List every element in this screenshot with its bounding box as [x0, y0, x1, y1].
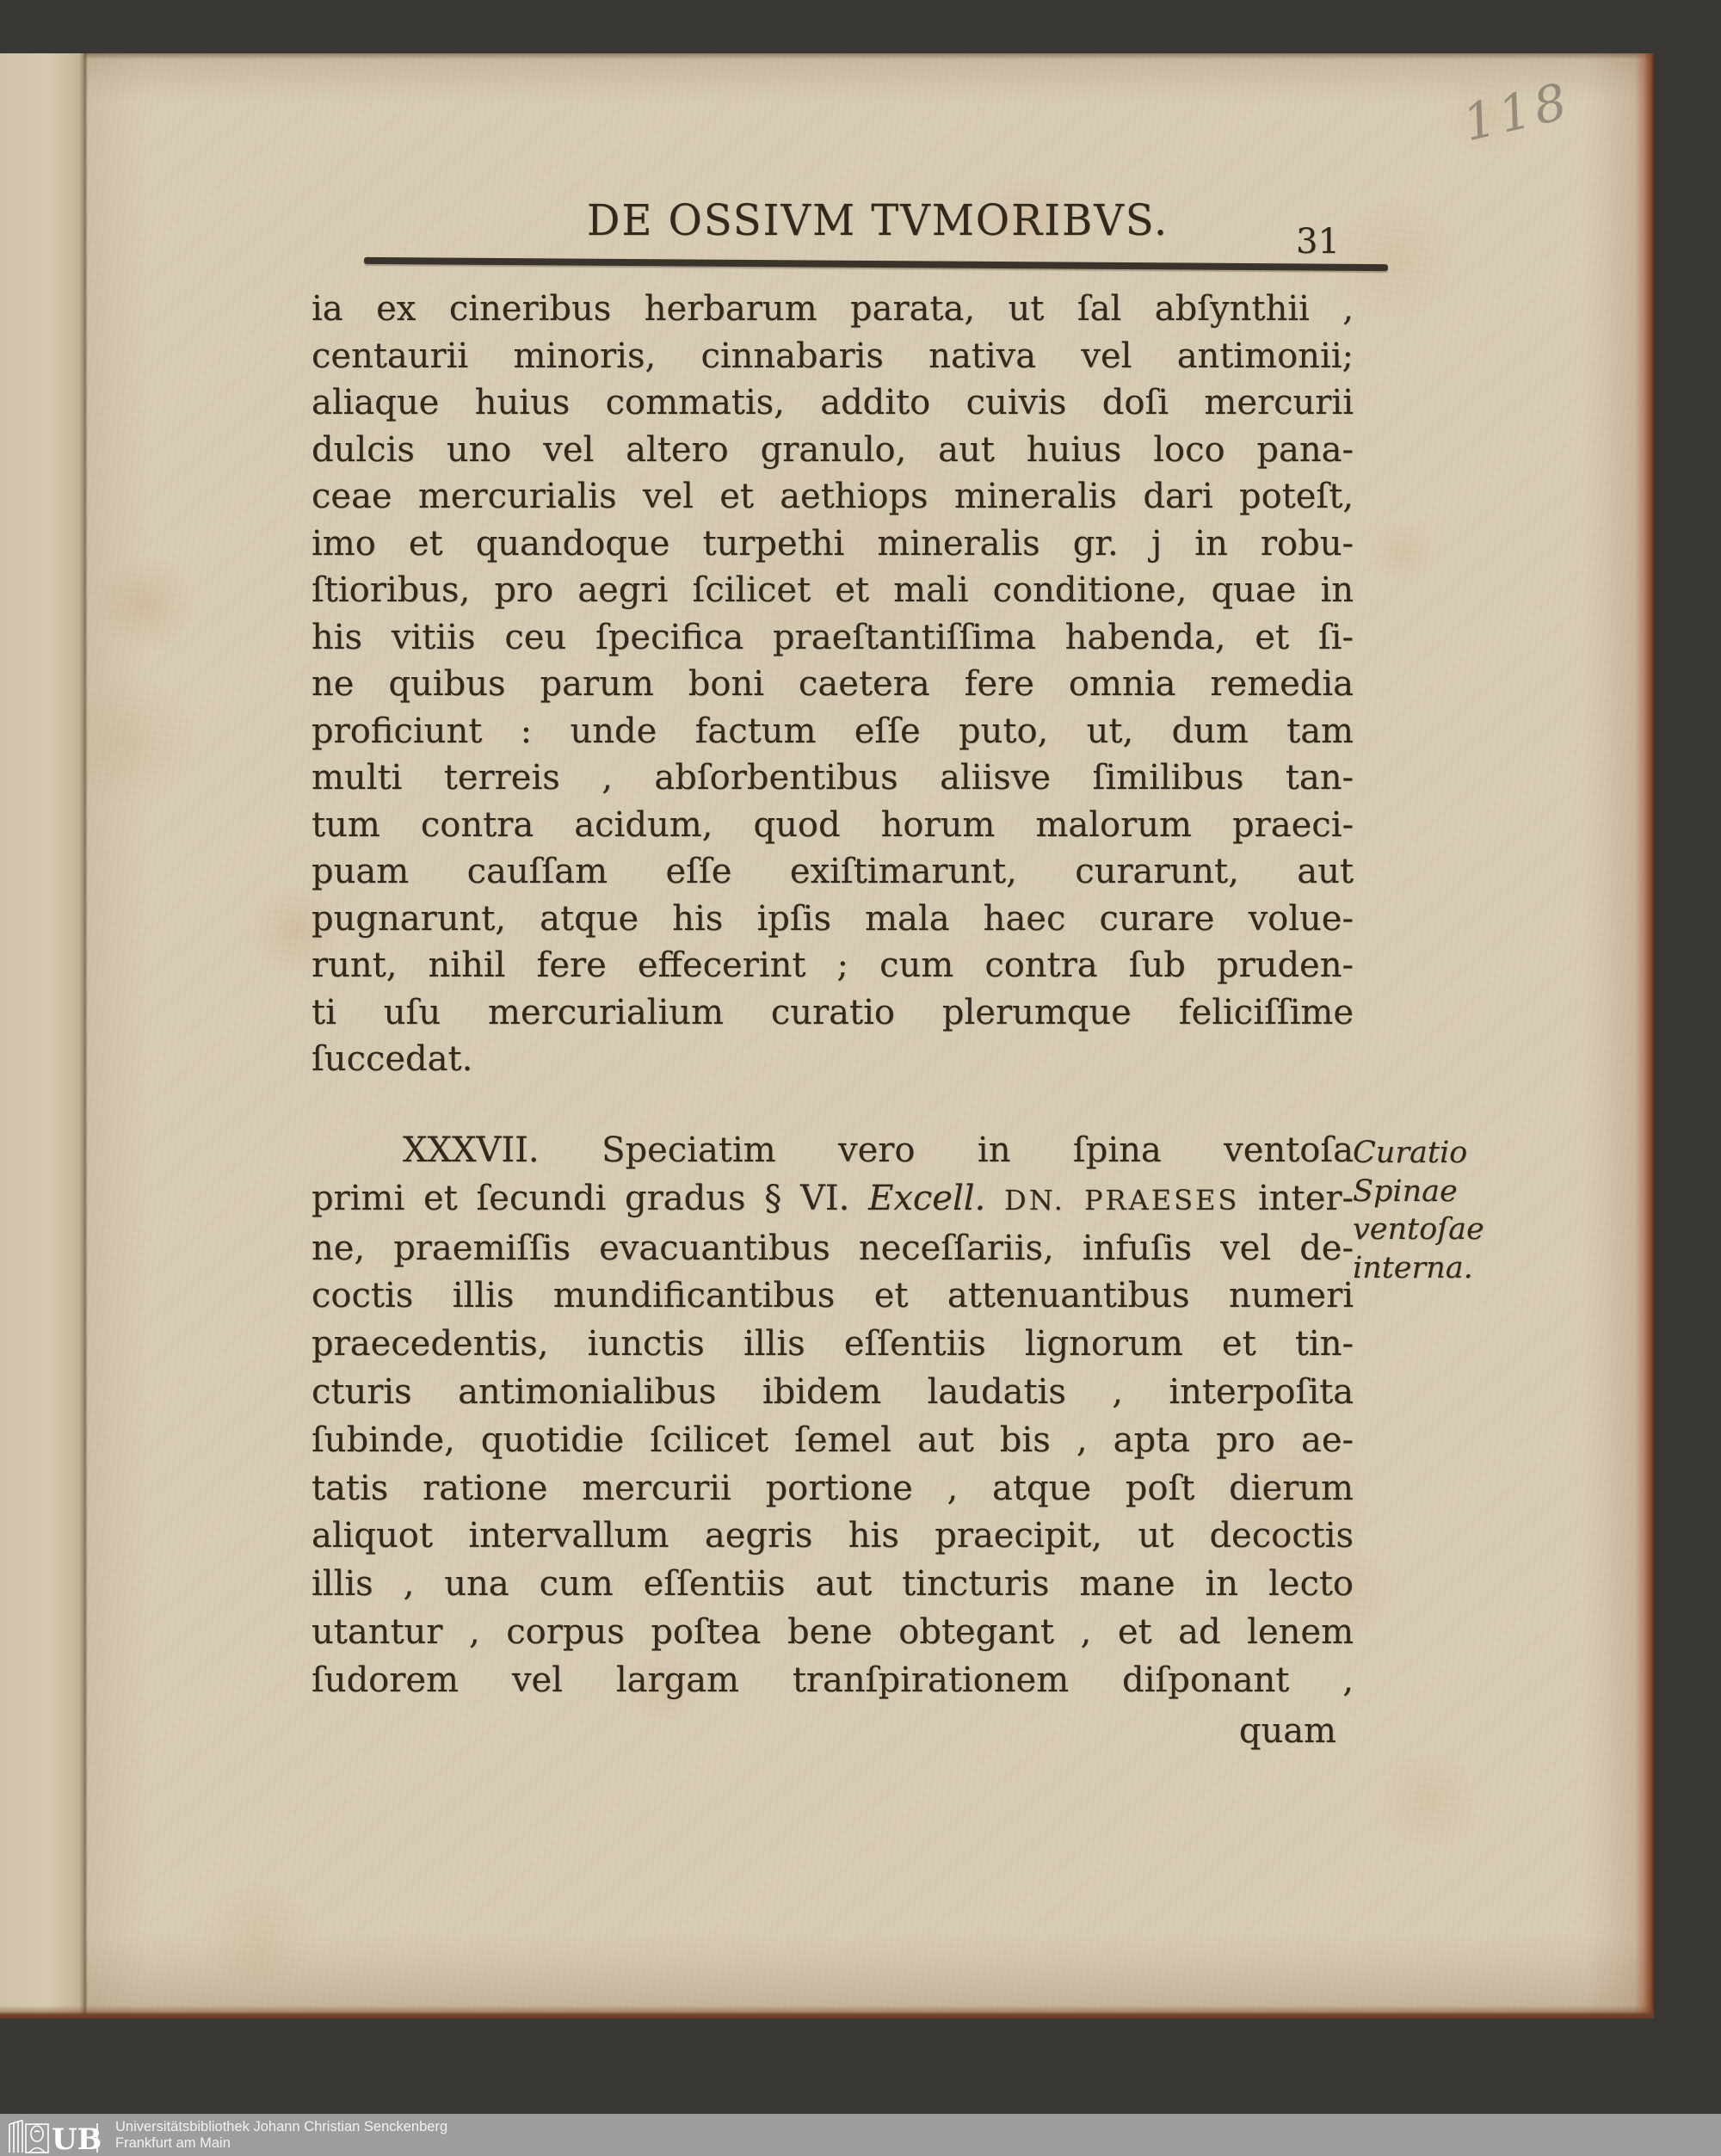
text-line: aliquot intervallum aegris his praecipit, ut decoctis — [312, 1516, 1354, 1556]
text-line: his vitiis ceu ſpecifica praeſtantiſſima habenda, et ſi- — [312, 617, 1354, 657]
text-line: coctis illis mundificantibus et attenuantibus numeri — [312, 1276, 1354, 1316]
margin-note-line: Spinae — [1353, 1173, 1458, 1209]
text-line: cturis antimonialibus ibidem laudatis , interpoſita — [312, 1371, 1354, 1412]
text-line: proficiunt : unde factum eſſe puto, ut, dum tam — [312, 711, 1354, 751]
library-logo-text: UB — [52, 2122, 102, 2153]
text-line: ſtioribus, pro aegri ſcilicet et mali conditione, quae in — [312, 570, 1354, 610]
handwritten-number: 118 — [1457, 71, 1576, 153]
text-line: utantur , corpus poſtea bene obtegant , et ad lenem — [312, 1611, 1354, 1652]
library-name: Universitätsbibliothek Johann Christian Senckenberg — [115, 2118, 448, 2134]
text-line: pugnarunt, atque his ipſis mala haec curare volue- — [312, 898, 1354, 939]
library-city: Frankfurt am Main — [115, 2134, 231, 2151]
page-fore-edge — [1635, 53, 1654, 2018]
text-line: imo et quandoque turpethi mineralis gr. j in robu- — [312, 523, 1354, 564]
text-line: ia ex cineribus herbarum parata, ut ſal abſynthii , — [312, 289, 1354, 329]
gutter-crease — [79, 53, 91, 2018]
catchword: quam — [1238, 1711, 1336, 1751]
margin-note-line: interna. — [1353, 1250, 1473, 1285]
text-line: runt, nihil fere effecerint ; cum contra ſub pruden- — [312, 946, 1354, 985]
margin-note-line: Curatio — [1353, 1136, 1468, 1170]
text-line: illis , una cum eſſentiis aut tincturis mane in lecto — [312, 1564, 1354, 1605]
text-line: centaurii minoris, cinnabaris nativa vel antimonii; — [312, 336, 1354, 376]
text-line: ſuccedat. — [312, 1039, 473, 1079]
running-header-title: DE OSSIVM TVMORIBVS. — [586, 195, 1169, 245]
library-logo-icon — [7, 2117, 103, 2153]
text-line: aliaque huius commatis, addito cuivis doſi mercurii — [312, 383, 1354, 422]
text-line: ſubinde, quotidie ſcilicet ſemel aut bis , apta pro ae- — [312, 1420, 1354, 1460]
text-line: primi et ſecundi gradus § VI. Excell. DN. PRAESES inter- — [312, 1178, 1354, 1218]
text-line: dulcis uno vel altero granulo, aut huius loco pana- — [312, 429, 1354, 470]
text-line: tum contra acidum, quod horum malorum praeci- — [312, 804, 1354, 845]
footer-bar — [0, 2114, 1721, 2156]
text-line: XXXVII. Speciatim vero in ſpina ventoſa — [403, 1130, 1354, 1170]
text-line: praecedentis, iunctis illis eſſentiis lignorum et tin- — [312, 1324, 1354, 1364]
text-line: ne, praemiſſis evacuantibus neceſſariis, infuſis vel de- — [312, 1228, 1354, 1268]
text-line: tatis ratione mercurii portione , atque poſt dierum — [312, 1468, 1354, 1508]
text-line: ne quibus parum boni caetera fere omnia remedia — [312, 664, 1354, 704]
text-line: puam cauſſam eſſe exiſtimarunt, curarunt, aut — [312, 852, 1354, 891]
paragraph-1 — [312, 286, 1354, 1083]
margin-note-line: ventoſae — [1353, 1212, 1484, 1247]
page-gutter — [0, 53, 86, 2018]
text-line: multi terreis , abſorbentibus aliisve ſimilibus tan- — [312, 758, 1354, 798]
book-page — [0, 53, 1654, 2018]
text-line: ſudorem vel largam tranſpirationem diſponant , — [312, 1660, 1354, 1700]
text-line: ti uſu mercurialium curatio plerumque feliciſſime — [312, 992, 1354, 1032]
text-line: ceae mercurialis vel et aethiops mineralis dari poteſt, — [312, 477, 1354, 516]
header-rule — [364, 257, 1388, 271]
margin-note — [1353, 1134, 1559, 1287]
paragraph-2 — [312, 1127, 1354, 1705]
page-number: 31 — [1296, 222, 1340, 262]
